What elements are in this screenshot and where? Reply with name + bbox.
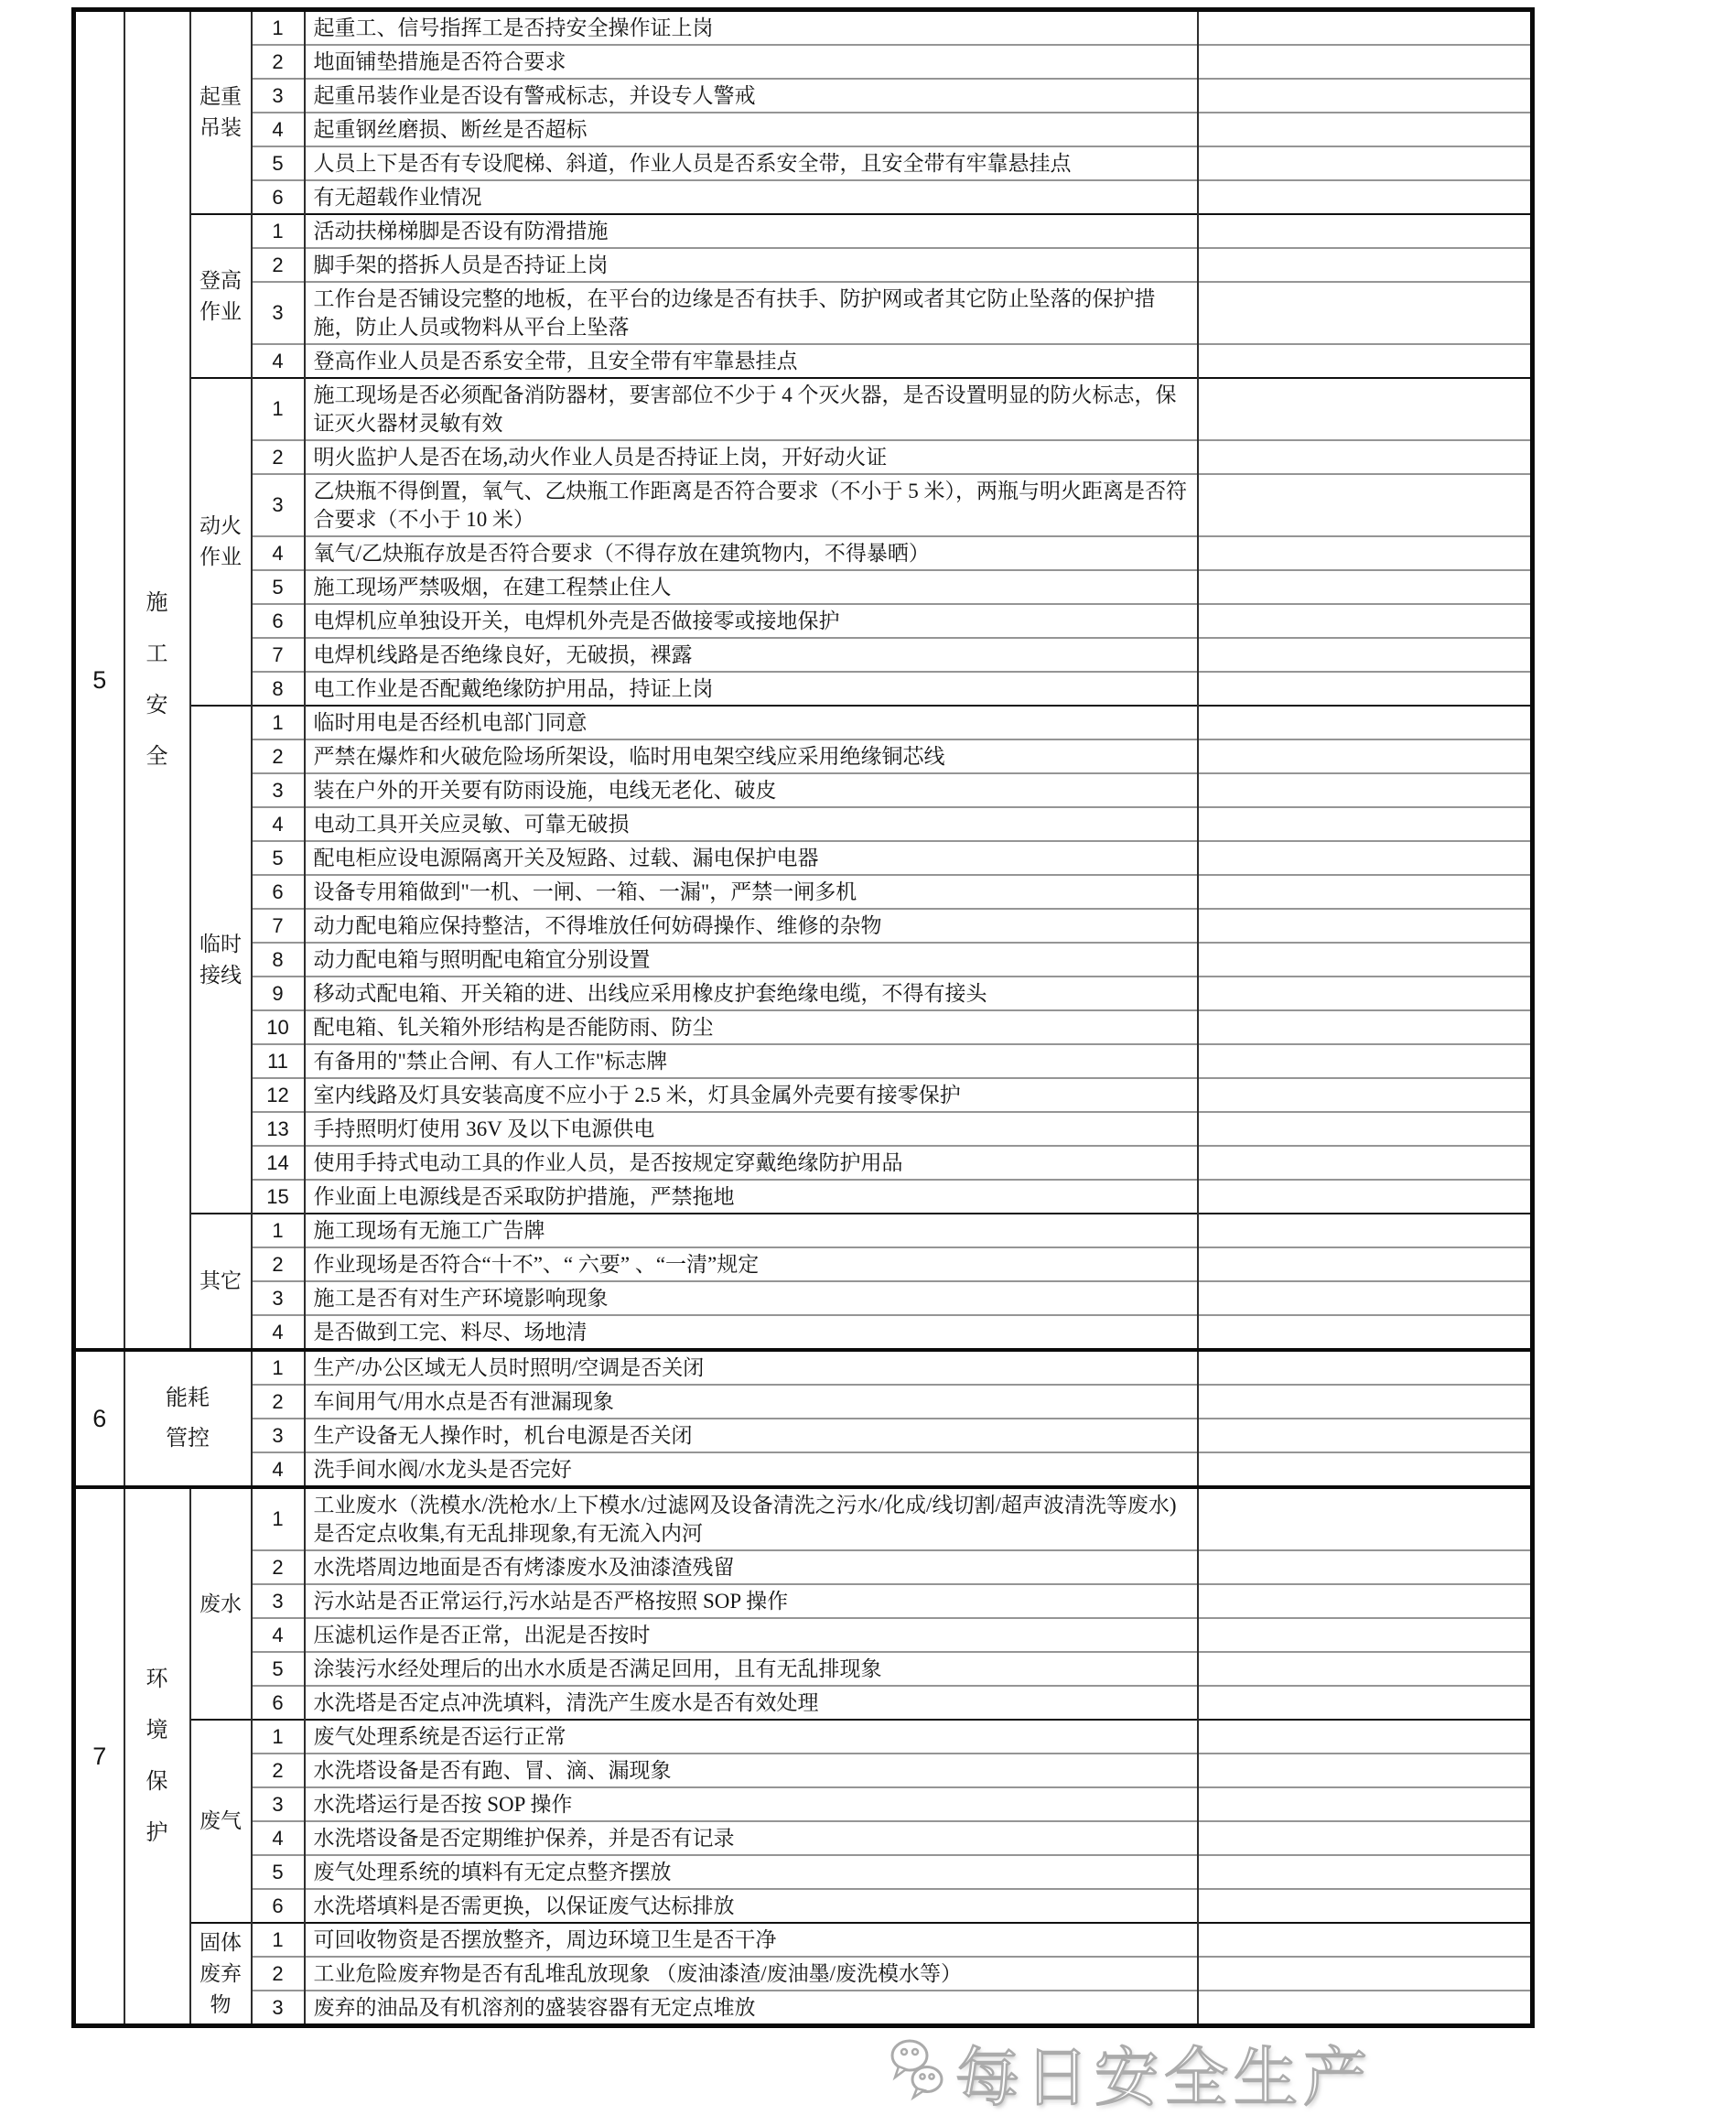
- remark-cell: [1198, 214, 1533, 248]
- item-text-cell: 临时用电是否经机电部门同意: [305, 706, 1198, 739]
- item-text-cell: 起重吊装作业是否设有警戒标志，并设专人警戒: [305, 79, 1198, 113]
- item-number-cell: 5: [252, 841, 305, 875]
- item-number-cell: 2: [252, 1550, 305, 1584]
- wechat-icon: [890, 2037, 948, 2108]
- remark-cell: [1198, 79, 1533, 113]
- table-row: [74, 1787, 1533, 1821]
- remark-cell: [1198, 773, 1533, 807]
- remark-cell: [1198, 1010, 1533, 1044]
- item-text-cell: 施工现场是否必须配备消防器材，要害部位不少于 4 个灭火器，是否设置明显的防火标志，保证灭火器材灵敏有效: [305, 378, 1198, 440]
- table-row: [74, 773, 1533, 807]
- remark-cell: [1198, 113, 1533, 146]
- remark-cell: [1198, 180, 1533, 214]
- table-row: [74, 943, 1533, 977]
- item-number-cell: 1: [252, 378, 305, 440]
- item-number-cell: 6: [252, 875, 305, 909]
- remark-cell: [1198, 1247, 1533, 1281]
- item-number-cell: 2: [252, 739, 305, 773]
- table-row: [74, 1957, 1533, 1991]
- checklist-body: [74, 10, 1533, 2026]
- remark-cell: [1198, 378, 1533, 440]
- category-cell: 施工安全: [124, 10, 190, 1351]
- item-number-cell: 3: [252, 282, 305, 344]
- item-number-cell: 1: [252, 214, 305, 248]
- remark-cell: [1198, 1618, 1533, 1652]
- item-text-cell: 氧气/乙炔瓶存放是否符合要求（不得存放在建筑物内，不得暴晒）: [305, 536, 1198, 570]
- item-number-cell: 2: [252, 45, 305, 79]
- table-row: [74, 672, 1533, 706]
- remark-cell: [1198, 1686, 1533, 1720]
- remark-cell: [1198, 1214, 1533, 1247]
- item-number-cell: 1: [252, 706, 305, 739]
- item-number-cell: 6: [252, 180, 305, 214]
- table-row: [74, 214, 1533, 248]
- item-number-cell: 3: [252, 1419, 305, 1452]
- item-text-cell: 工业危险废弃物是否有乱堆乱放现象 （废油漆渣/废油墨/废洗模水等）: [305, 1957, 1198, 1991]
- remark-cell: [1198, 1889, 1533, 1923]
- remark-cell: [1198, 10, 1533, 46]
- item-text-cell: 作业面上电源线是否采取防护措施，严禁拖地: [305, 1180, 1198, 1214]
- item-number-cell: 2: [252, 1957, 305, 1991]
- item-text-cell: 水洗塔是否定点冲洗填料，清洗产生废水是否有效处理: [305, 1686, 1198, 1720]
- item-number-cell: 4: [252, 1452, 305, 1487]
- item-text-cell: 车间用气/用水点是否有泄漏现象: [305, 1385, 1198, 1419]
- table-row: [74, 807, 1533, 841]
- table-row: [74, 10, 1533, 46]
- item-number-cell: 3: [252, 1584, 305, 1618]
- category-cell: 能耗管控: [124, 1350, 252, 1487]
- remark-cell: [1198, 1044, 1533, 1078]
- item-number-cell: 15: [252, 1180, 305, 1214]
- item-text-cell: 登高作业人员是否系安全带，且安全带有牢靠悬挂点: [305, 344, 1198, 378]
- item-text-cell: 严禁在爆炸和火破危险场所架设，临时用电架空线应采用绝缘铜芯线: [305, 739, 1198, 773]
- item-text-cell: 有备用的"禁止合闸、有人工作"标志牌: [305, 1044, 1198, 1078]
- item-number-cell: 2: [252, 1754, 305, 1787]
- item-number-cell: 1: [252, 10, 305, 46]
- table-row: [74, 113, 1533, 146]
- remark-cell: [1198, 1584, 1533, 1618]
- item-number-cell: 3: [252, 1787, 305, 1821]
- remark-cell: [1198, 1787, 1533, 1821]
- remark-cell: [1198, 536, 1533, 570]
- remark-cell: [1198, 909, 1533, 943]
- item-text-cell: 涂装污水经处理后的出水水质是否满足回用，且有无乱排现象: [305, 1652, 1198, 1686]
- item-text-cell: 乙炔瓶不得倒置，氧气、乙炔瓶工作距离是否符合要求（不小于 5 米），两瓶与明火距离是否符合要求（不小于 10 米）: [305, 474, 1198, 536]
- item-number-cell: 4: [252, 536, 305, 570]
- table-row: [74, 1991, 1533, 2026]
- item-number-cell: 2: [252, 440, 305, 474]
- item-text-cell: 污水站是否正常运行,污水站是否严格按照 SOP 操作: [305, 1584, 1198, 1618]
- subcategory-cell: 起重吊装: [190, 10, 252, 215]
- item-text-cell: 脚手架的搭拆人员是否持证上岗: [305, 248, 1198, 282]
- item-number-cell: 5: [252, 1855, 305, 1889]
- item-number-cell: 6: [252, 604, 305, 638]
- item-number-cell: 2: [252, 248, 305, 282]
- table-row: [74, 909, 1533, 943]
- item-number-cell: 12: [252, 1078, 305, 1112]
- remark-cell: [1198, 282, 1533, 344]
- remark-cell: [1198, 1281, 1533, 1315]
- item-number-cell: 1: [252, 1923, 305, 1957]
- subcategory-cell: 废气: [190, 1720, 252, 1923]
- item-number-cell: 9: [252, 977, 305, 1010]
- remark-cell: [1198, 875, 1533, 909]
- section-number-cell: 6: [74, 1350, 124, 1487]
- item-text-cell: 水洗塔填料是否需更换，以保证废气达标排放: [305, 1889, 1198, 1923]
- item-text-cell: 废气处理系统是否运行正常: [305, 1720, 1198, 1754]
- table-row: [74, 474, 1533, 536]
- item-number-cell: 8: [252, 672, 305, 706]
- checklist-sheet: [71, 7, 1535, 2028]
- table-row: [74, 378, 1533, 440]
- table-row: [74, 1855, 1533, 1889]
- item-text-cell: 是否做到工完、料尽、场地清: [305, 1315, 1198, 1350]
- table-row: [74, 1652, 1533, 1686]
- remark-cell: [1198, 1385, 1533, 1419]
- table-row: [74, 248, 1533, 282]
- item-text-cell: 地面铺垫措施是否符合要求: [305, 45, 1198, 79]
- item-text-cell: 生产设备无人操作时，机台电源是否关闭: [305, 1419, 1198, 1452]
- item-text-cell: 生产/办公区域无人员时照明/空调是否关闭: [305, 1350, 1198, 1385]
- item-text-cell: 明火监护人是否在场,动火作业人员是否持证上岗，开好动火证: [305, 440, 1198, 474]
- table-row: [74, 570, 1533, 604]
- subcategory-cell: 其它: [190, 1214, 252, 1350]
- item-text-cell: 可回收物资是否摆放整齐，周边环境卫生是否干净: [305, 1923, 1198, 1957]
- item-number-cell: 1: [252, 1487, 305, 1550]
- table-row: [74, 1889, 1533, 1923]
- item-number-cell: 3: [252, 773, 305, 807]
- item-text-cell: 电工作业是否配戴绝缘防护用品，持证上岗: [305, 672, 1198, 706]
- remark-cell: [1198, 1720, 1533, 1754]
- item-text-cell: 起重工、信号指挥工是否持安全操作证上岗: [305, 10, 1198, 46]
- table-row: [74, 739, 1533, 773]
- item-text-cell: 工业废水（洗模水/洗枪水/上下模水/过滤网及设备清洗之污水/化成/线切割/超声波清洗等废水)是否定点收集,有无乱排现象,有无流入内河: [305, 1487, 1198, 1550]
- item-text-cell: 电动工具开关应灵敏、可靠无破损: [305, 807, 1198, 841]
- remark-cell: [1198, 1078, 1533, 1112]
- checklist-table: [71, 7, 1535, 2028]
- table-row: [74, 1078, 1533, 1112]
- remark-cell: [1198, 570, 1533, 604]
- remark-cell: [1198, 1350, 1533, 1385]
- item-text-cell: 水洗塔周边地面是否有烤漆废水及油漆渣残留: [305, 1550, 1198, 1584]
- table-row: [74, 282, 1533, 344]
- remark-cell: [1198, 248, 1533, 282]
- remark-cell: [1198, 739, 1533, 773]
- remark-cell: [1198, 1146, 1533, 1180]
- table-row: [74, 1686, 1533, 1720]
- table-row: [74, 1385, 1533, 1419]
- table-row: [74, 1010, 1533, 1044]
- table-row: [74, 1720, 1533, 1754]
- table-row: [74, 1180, 1533, 1214]
- remark-cell: [1198, 1487, 1533, 1550]
- item-text-cell: 作业现场是否符合“十不”、“ 六要” 、“一清”规定: [305, 1247, 1198, 1281]
- remark-cell: [1198, 672, 1533, 706]
- remark-cell: [1198, 1821, 1533, 1855]
- item-number-cell: 7: [252, 909, 305, 943]
- table-row: [74, 604, 1533, 638]
- item-text-cell: 活动扶梯梯脚是否设有防滑措施: [305, 214, 1198, 248]
- item-text-cell: 电焊机应单独设开关，电焊机外壳是否做接零或接地保护: [305, 604, 1198, 638]
- item-number-cell: 4: [252, 1618, 305, 1652]
- item-text-cell: 移动式配电箱、开关箱的进、出线应采用橡皮护套绝缘电缆，不得有接头: [305, 977, 1198, 1010]
- item-text-cell: 有无超载作业情况: [305, 180, 1198, 214]
- table-row: [74, 1281, 1533, 1315]
- table-row: [74, 1550, 1533, 1584]
- item-number-cell: 3: [252, 79, 305, 113]
- item-number-cell: 5: [252, 146, 305, 180]
- item-text-cell: 工作台是否铺设完整的地板，在平台的边缘是否有扶手、防护网或者其它防止坠落的保护措施，防止人员或物料从平台上坠落: [305, 282, 1198, 344]
- item-text-cell: 水洗塔运行是否按 SOP 操作: [305, 1787, 1198, 1821]
- item-text-cell: 人员上下是否有专设爬梯、斜道，作业人员是否系安全带，且安全带有牢靠悬挂点: [305, 146, 1198, 180]
- item-number-cell: 6: [252, 1686, 305, 1720]
- remark-cell: [1198, 1419, 1533, 1452]
- table-row: [74, 977, 1533, 1010]
- subcategory-cell: 固体废弃物: [190, 1923, 252, 2026]
- remark-cell: [1198, 706, 1533, 739]
- table-row: [74, 79, 1533, 113]
- item-number-cell: 4: [252, 1315, 305, 1350]
- item-text-cell: 压滤机运作是否正常，出泥是否按时: [305, 1618, 1198, 1652]
- item-number-cell: 3: [252, 1991, 305, 2026]
- table-row: [74, 1923, 1533, 1957]
- remark-cell: [1198, 146, 1533, 180]
- item-text-cell: 废弃的油品及有机溶剂的盛装容器有无定点堆放: [305, 1991, 1198, 2026]
- table-row: [74, 1146, 1533, 1180]
- section-number-cell: 5: [74, 10, 124, 1351]
- table-row: [74, 1754, 1533, 1787]
- item-number-cell: 7: [252, 638, 305, 672]
- item-text-cell: 设备专用箱做到"一机、一闸、一箱、一漏"，严禁一闸多机: [305, 875, 1198, 909]
- item-number-cell: 4: [252, 807, 305, 841]
- item-text-cell: 配电柜应设电源隔离开关及短路、过载、漏电保护电器: [305, 841, 1198, 875]
- item-number-cell: 2: [252, 1385, 305, 1419]
- item-text-cell: 水洗塔设备是否定期维护保养，并是否有记录: [305, 1821, 1198, 1855]
- remark-cell: [1198, 1957, 1533, 1991]
- table-row: [74, 638, 1533, 672]
- section-number-cell: 7: [74, 1487, 124, 2026]
- remark-cell: [1198, 1754, 1533, 1787]
- table-row: [74, 1584, 1533, 1618]
- category-cell: 环境保护: [124, 1487, 190, 2026]
- table-row: [74, 1419, 1533, 1452]
- item-number-cell: 4: [252, 113, 305, 146]
- item-text-cell: 室内线路及灯具安装高度不应小于 2.5 米，灯具金属外壳要有接零保护: [305, 1078, 1198, 1112]
- item-text-cell: 电焊机线路是否绝缘良好，无破损，裸露: [305, 638, 1198, 672]
- remark-cell: [1198, 1923, 1533, 1957]
- subcategory-cell: 废水: [190, 1487, 252, 1720]
- table-row: [74, 875, 1533, 909]
- item-text-cell: 废气处理系统的填料有无定点整齐摆放: [305, 1855, 1198, 1889]
- item-text-cell: 手持照明灯使用 36V 及以下电源供电: [305, 1112, 1198, 1146]
- table-row: [74, 1247, 1533, 1281]
- remark-cell: [1198, 344, 1533, 378]
- item-number-cell: 3: [252, 1281, 305, 1315]
- item-number-cell: 2: [252, 1247, 305, 1281]
- table-row: [74, 146, 1533, 180]
- table-row: [74, 1214, 1533, 1247]
- item-text-cell: 施工现场严禁吸烟，在建工程禁止住人: [305, 570, 1198, 604]
- item-text-cell: 施工是否有对生产环境影响现象: [305, 1281, 1198, 1315]
- remark-cell: [1198, 45, 1533, 79]
- item-text-cell: 动力配电箱与照明配电箱宜分别设置: [305, 943, 1198, 977]
- item-number-cell: 13: [252, 1112, 305, 1146]
- remark-cell: [1198, 841, 1533, 875]
- item-number-cell: 1: [252, 1720, 305, 1754]
- item-number-cell: 8: [252, 943, 305, 977]
- remark-cell: [1198, 1855, 1533, 1889]
- table-row: [74, 1044, 1533, 1078]
- table-row: [74, 1487, 1533, 1550]
- subcategory-cell: 动火作业: [190, 378, 252, 706]
- remark-cell: [1198, 1315, 1533, 1350]
- item-text-cell: 水洗塔设备是否有跑、冒、滴、漏现象: [305, 1754, 1198, 1787]
- item-number-cell: 14: [252, 1146, 305, 1180]
- table-row: [74, 706, 1533, 739]
- remark-cell: [1198, 604, 1533, 638]
- item-number-cell: 3: [252, 474, 305, 536]
- table-row: [74, 1315, 1533, 1350]
- table-row: [74, 344, 1533, 378]
- remark-cell: [1198, 1550, 1533, 1584]
- table-row: [74, 536, 1533, 570]
- table-row: [74, 1350, 1533, 1385]
- table-row: [74, 1452, 1533, 1487]
- table-row: [74, 180, 1533, 214]
- remark-cell: [1198, 638, 1533, 672]
- subcategory-cell: 临时接线: [190, 706, 252, 1214]
- item-number-cell: 10: [252, 1010, 305, 1044]
- item-text-cell: 动力配电箱应保持整洁，不得堆放任何妨碍操作、维修的杂物: [305, 909, 1198, 943]
- remark-cell: [1198, 1112, 1533, 1146]
- remark-cell: [1198, 943, 1533, 977]
- item-text-cell: 施工现场有无施工广告牌: [305, 1214, 1198, 1247]
- remark-cell: [1198, 440, 1533, 474]
- item-text-cell: 使用手持式电动工具的作业人员，是否按规定穿戴绝缘防护用品: [305, 1146, 1198, 1180]
- item-text-cell: 装在户外的开关要有防雨设施，电线无老化、破皮: [305, 773, 1198, 807]
- item-number-cell: 4: [252, 344, 305, 378]
- remark-cell: [1198, 807, 1533, 841]
- subcategory-cell: 登高作业: [190, 214, 252, 378]
- table-row: [74, 440, 1533, 474]
- item-text-cell: 起重钢丝磨损、断丝是否超标: [305, 113, 1198, 146]
- item-number-cell: 5: [252, 1652, 305, 1686]
- watermark: [890, 2026, 1373, 2119]
- item-number-cell: 5: [252, 570, 305, 604]
- item-number-cell: 1: [252, 1214, 305, 1247]
- table-row: [74, 841, 1533, 875]
- item-number-cell: 1: [252, 1350, 305, 1385]
- table-row: [74, 1112, 1533, 1146]
- table-row: [74, 45, 1533, 79]
- table-row: [74, 1618, 1533, 1652]
- remark-cell: [1198, 1452, 1533, 1487]
- table-row: [74, 1821, 1533, 1855]
- item-text-cell: 配电箱、钆关箱外形结构是否能防雨、防尘: [305, 1010, 1198, 1044]
- remark-cell: [1198, 1180, 1533, 1214]
- item-number-cell: 4: [252, 1821, 305, 1855]
- remark-cell: [1198, 1991, 1533, 2026]
- item-text-cell: 洗手间水阀/水龙头是否完好: [305, 1452, 1198, 1487]
- remark-cell: [1198, 474, 1533, 536]
- item-number-cell: 11: [252, 1044, 305, 1078]
- remark-cell: [1198, 1652, 1533, 1686]
- remark-cell: [1198, 977, 1533, 1010]
- watermark-text: 每日安全生产: [955, 2044, 1373, 2114]
- item-number-cell: 6: [252, 1889, 305, 1923]
